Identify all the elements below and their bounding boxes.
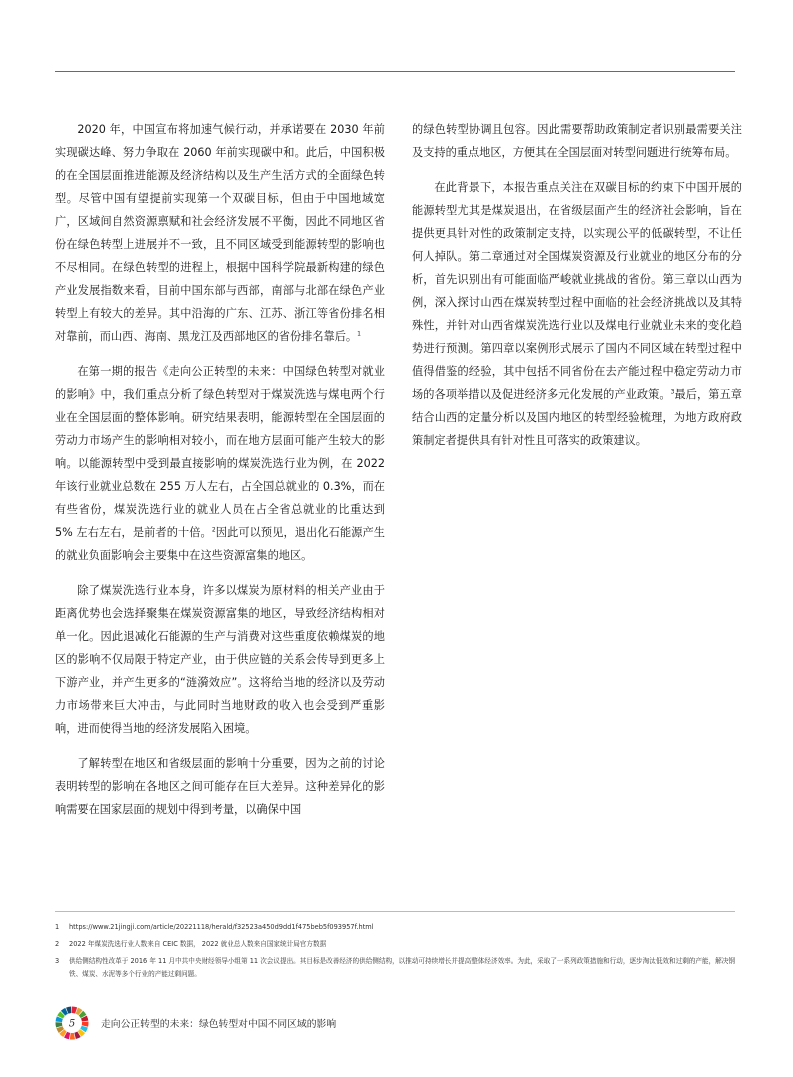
- footnote-1: [55, 921, 745, 934]
- right-column: [412, 118, 742, 464]
- footnote-ref-2[interactable]: 2: [211, 526, 216, 534]
- footnote-number: 2: [55, 940, 60, 948]
- paragraph-5-tail: 最后，第五章结合山西的定量分析以及国内地区的转型经验梳理，为地方政府政策制定者提供具有针对性且可落实的政策建议。: [412, 388, 742, 447]
- paragraph-2-text: 在第一期的报告《走向公正转型的未来：中国绿色转型对就业的影响》中，我们重点分析了绿色转型对于煤炭洗选与煤电两个行业在全国层面的整体影响。研究结果表明，能源转型在全国层面的劳动力市场产生的影响相对较小，而在地方层面可能产生较大的影响。以能源转型中受到最直接影响的煤炭洗选行业为例，在 2022 年该行业就业总数在 255 万人左右，占全国总就业的 0.3%，而在有些省份，煤炭洗选行业的就业人员在占全省总就业的比重达到 5% 左右左右，是前者的十倍。: [55, 365, 385, 539]
- footnote-ref-1[interactable]: 1: [357, 330, 361, 338]
- footnotes: [55, 921, 745, 985]
- sdg-wheel-icon: [55, 1006, 89, 1040]
- footnote-number: 3: [55, 957, 60, 965]
- paragraph-5: [412, 176, 742, 452]
- footnote-rule: [55, 911, 735, 912]
- page-footer: [55, 1003, 336, 1043]
- footer-title: 走向公正转型的未来：绿色转型对中国不同区域的影响: [101, 1019, 337, 1030]
- footnote-ref-3[interactable]: 3: [670, 388, 675, 396]
- paragraph-4-continued: 的绿色转型协调且包容。因此需要帮助政策制定者识别最需要关注及支持的重点地区，方便其在全国层面对转型问题进行统筹布局。: [412, 123, 742, 159]
- left-column: [55, 118, 385, 833]
- paragraph-2-tail: 因此可以预见，退出化石能源产生的就业负面影响会主要集中在这些资源富集的地区。: [55, 526, 385, 562]
- footnote-number: 1: [55, 923, 60, 931]
- page-number: 5: [68, 1018, 76, 1030]
- paragraph-1: [55, 118, 385, 348]
- footnote-text: 2022 年煤炭洗选行业人数来自 CEIC 数据， 2022 就业总人数来自国家统计局官方数据: [69, 940, 327, 948]
- paragraph-1-text: 2020 年，中国宣布将加速气候行动，并承诺要在 2030 年前实现碳达峰、努力争取在 2060 年前实现碳中和。此后，中国积极的在全国层面推进能源及经济结构以及生产生活方式的全面绿色转型。尽管中国有望提前实现第一个双碳目标，但由于中国地域宽广，区域间自然资源禀赋和社会经济发展不平衡，因此不同地区省份在绿色转型上进展并不一致，且不同区域受到能源转型的影响也不尽相同。在绿色转型的进程上，根据中国科学院最新构建的绿色产业发展指数来看，目前中国东部与西部，南部与北部在绿色产业转型上有较大的差异。其中沿海的广东、江苏、浙江等省份排名相对靠前，而山西、海南、黑龙江及西部地区的省份排名靠后。: [55, 123, 385, 343]
- footnote-link[interactable]: https://www.21jingji.com/article/20221118/herald/f32523a450d9dd1f475beb5f093957f.html: [69, 923, 374, 931]
- top-rule: [55, 71, 735, 72]
- paragraph-5-text: 在此背景下，本报告重点关注在双碳目标的约束下中国开展的能源转型尤其是煤炭退出，在省级层面产生的经济社会影响，旨在提供更具针对性的政策制定支持，以实现公平的低碳转型，不让任何人掉队。第二章通过对全国煤炭资源及行业就业的地区分布的分析，首先识别出有可能面临严峻就业挑战的省份。第三章以山西为例，深入探讨山西在煤炭转型过程中面临的社会经济挑战以及其特殊性，并针对山西省煤炭洗选行业以及煤电行业就业未来的变化趋势进行预测。第四章以案例形式展示了国内不同区域在转型过程中值得借鉴的经验，其中包括不同省份在去产能过程中稳定劳动力市场的各项举措以及促进经济多元化发展的产业政策。: [412, 181, 742, 401]
- paragraph-4: 了解转型在地区和省级层面的影响十分重要，因为之前的讨论表明转型的影响在各地区之间可能存在巨大差异。这种差异化的影响需要在国家层面的规划中得到考量，以确保中国: [55, 757, 385, 816]
- footnote-text: 供给侧结构性改革于 2016 年 11 月中共中央财经领导小组第 11 次会议提出。其目标是改善经济的供给侧结构，以推动可持续增长并提高整体经济效率。为此，采取了一系列政策措施和行动，逐步淘汰低效和过剩的产能，解决钢铁、煤炭、水泥等多个行业的产能过剩问题。: [69, 957, 735, 978]
- paragraph-3: 除了煤炭洗选行业本身，许多以煤炭为原材料的相关产业由于距离优势也会选择聚集在煤炭资源富集的地区，导致经济结构相对单一化。因此退减化石能源的生产与消费对这些重度依赖煤炭的地区的影响不仅局限于特定产业，由于供应链的关系会传导到更多上下游产业，并产生更多的“涟漪效应”。这将给当地的经济以及劳动力市场带来巨大冲击，与此同时当地财政的收入也会受到严重影响，进而使得当地的经济发展陷入困境。: [55, 584, 385, 735]
- footnote-2: [55, 938, 745, 951]
- paragraph-2: [55, 360, 385, 567]
- footnote-3: [55, 955, 745, 981]
